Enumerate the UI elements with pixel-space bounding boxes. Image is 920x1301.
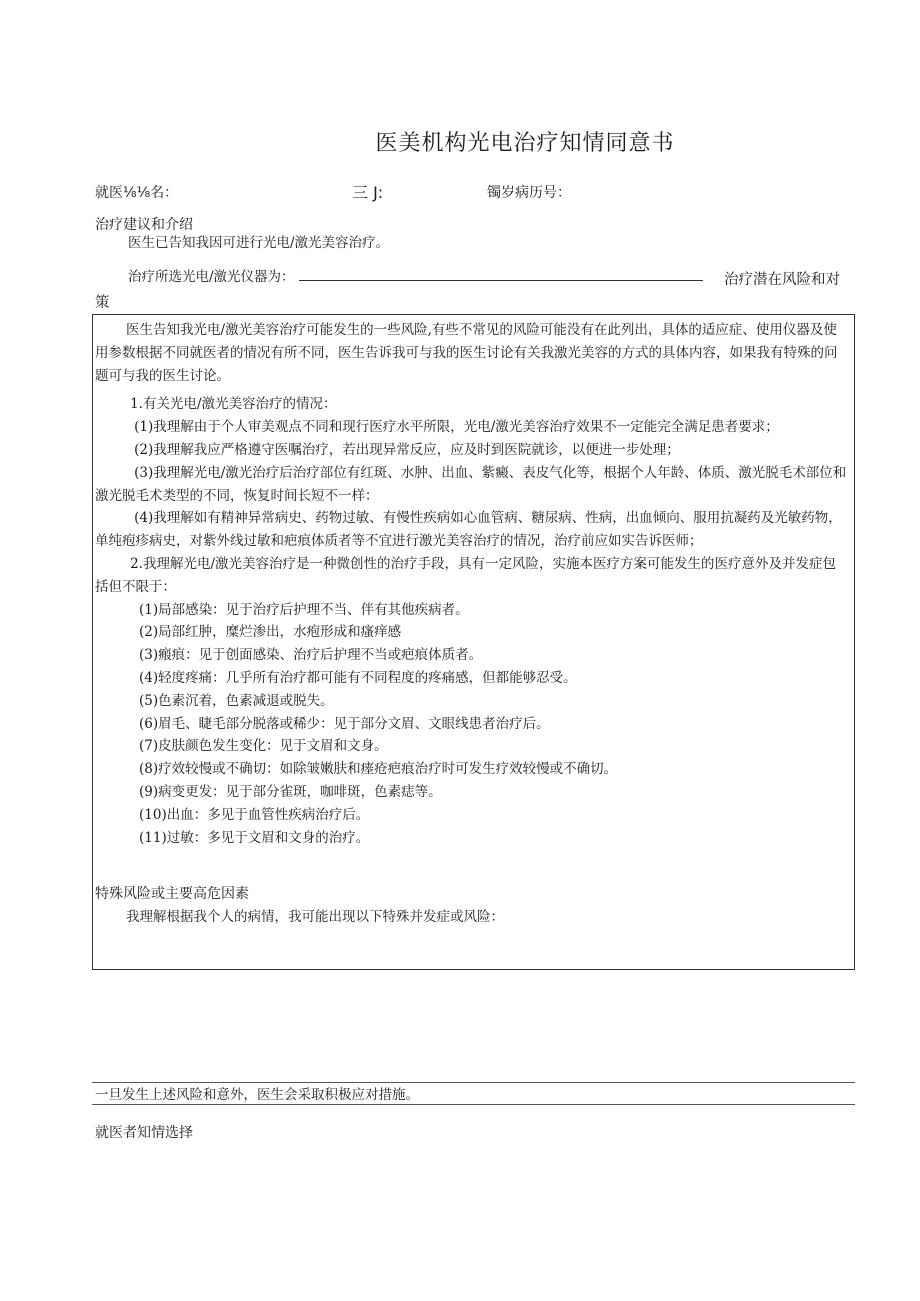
divider-bottom [92, 1104, 855, 1105]
measures-text: 一旦发生上述风险和意外，医生会采取积极应对措施。 [95, 1087, 419, 1103]
point-2-heading: 2.我理解光电/激光美容治疗是一种微创性的治疗手段，具有一定风险，实施本医疗方案可能发生的医疗意外及并发症包括但不限于： [95, 555, 837, 595]
section-heading-risk-part2: 策 [95, 295, 110, 311]
complication-item: (1)局部感染：见于治疗后护理不当、伴有其他疾病者。 [139, 601, 469, 618]
complication-item: (4)轻度疼痛：几乎所有治疗都可能有不同程度的疼痛感，但都能够忍受。 [139, 669, 577, 686]
complication-item: (5)色素沉着，色素减退或脱失。 [139, 692, 334, 709]
section-heading-treatment: 治疗建议和介绍 [95, 217, 193, 233]
point-1-item: (4)我理解如有精神异常病史、药物过敏、有慢性疾病如心血管病、糖尿病、性病，出血倾向、服用抗凝药及光敏药物，单纯疱疹病史，对紫外线过敏和疤痕体质者等不宜进行激光美容治疗的情况，治疗前应如实告诉医师； [95, 510, 842, 550]
device-line [128, 266, 703, 289]
complication-item: (6)眉毛、睫毛部分脱落或稀少：见于部分文眉、文眼线患者治疗后。 [139, 715, 550, 732]
complication-item: (8)疗效较慢或不确切：如除皱嫩肤和瘗疮疤痕治疗时可发生疗效较慢或不确切。 [139, 761, 618, 778]
point-1-heading: 1.有关光电/激光美容治疗的情况： [130, 396, 337, 413]
point-1-item: (1)我理解由于个人审美观点不同和现行医疗水平所限，光电/激光美容治疗效果不一定能完全满足患者要求； [134, 419, 779, 436]
point-1-item: (2)我理解我应严格遵守医嘱治疗，若出现异常反应，应及时到医院就诊，以便进一步处理； [134, 441, 680, 458]
special-risk-heading: 特殊风险或主要高危因素 [95, 886, 249, 903]
complication-item: (11)过敏：多见于文眉和文身的治疗。 [139, 829, 370, 846]
complication-item: (10)出血：多见于血管性疾病治疗后。 [139, 806, 370, 823]
risk-intro: 医生告知我光电/激光美容治疗可能发生的一些风险,有些不常见的风险可能没有在此列出，具体的适应症、使用仪器及使用参数根据不同就医者的情况有所不同，医生告诉我可与我的医生讨论有关我激光美容的方式的具体内容，如果我有特殊的问题可与我的医生讨论。 [95, 322, 838, 384]
page-title: 医美机构光电治疗知情同意书 [375, 131, 675, 156]
device-label: 治疗所选光电/激光仪器为： [128, 269, 295, 285]
point-1-item: (3)我理解光电/激光治疗后治疗部位有红斑、水肿、出血、紫癜、表皮气化等，根据个人年龄、体质、激光脱毛术部位和激光脱毛术类型的不同，恢复时间长短不一样： [95, 464, 847, 504]
record-number-label: 镯岁病历号： [487, 185, 571, 201]
complication-item: (7)皮肤颜色发生变化：见于文眉和文身。 [139, 738, 388, 755]
gender-label: 三 J: [352, 183, 384, 202]
complication-item: (9)病变更发：见于部分雀斑，咖啡斑，色素痣等。 [139, 783, 442, 800]
special-risk-text: 我理解根据我个人的病情，我可能出现以下特殊并发症或风险： [126, 909, 505, 926]
complication-item: (3)瘢痕：见于创面感染、治疗后护理不当或疤痕体质者。 [139, 647, 483, 664]
section-heading-risk-part1: 治疗潜在风险和对 [724, 272, 840, 288]
risk-box [92, 314, 855, 970]
choice-heading: 就医者知情选择 [95, 1125, 193, 1141]
complication-item: (2)局部红肿，糜烂渗出，水疱形成和瘙痒感 [139, 624, 402, 641]
divider-top [92, 1082, 855, 1083]
name-label: 就医⅛⅛名： [95, 185, 179, 201]
device-blank-field[interactable] [299, 266, 703, 281]
treatment-notice: 医生已告知我因可进行光电/激光美容治疗。 [128, 235, 390, 251]
